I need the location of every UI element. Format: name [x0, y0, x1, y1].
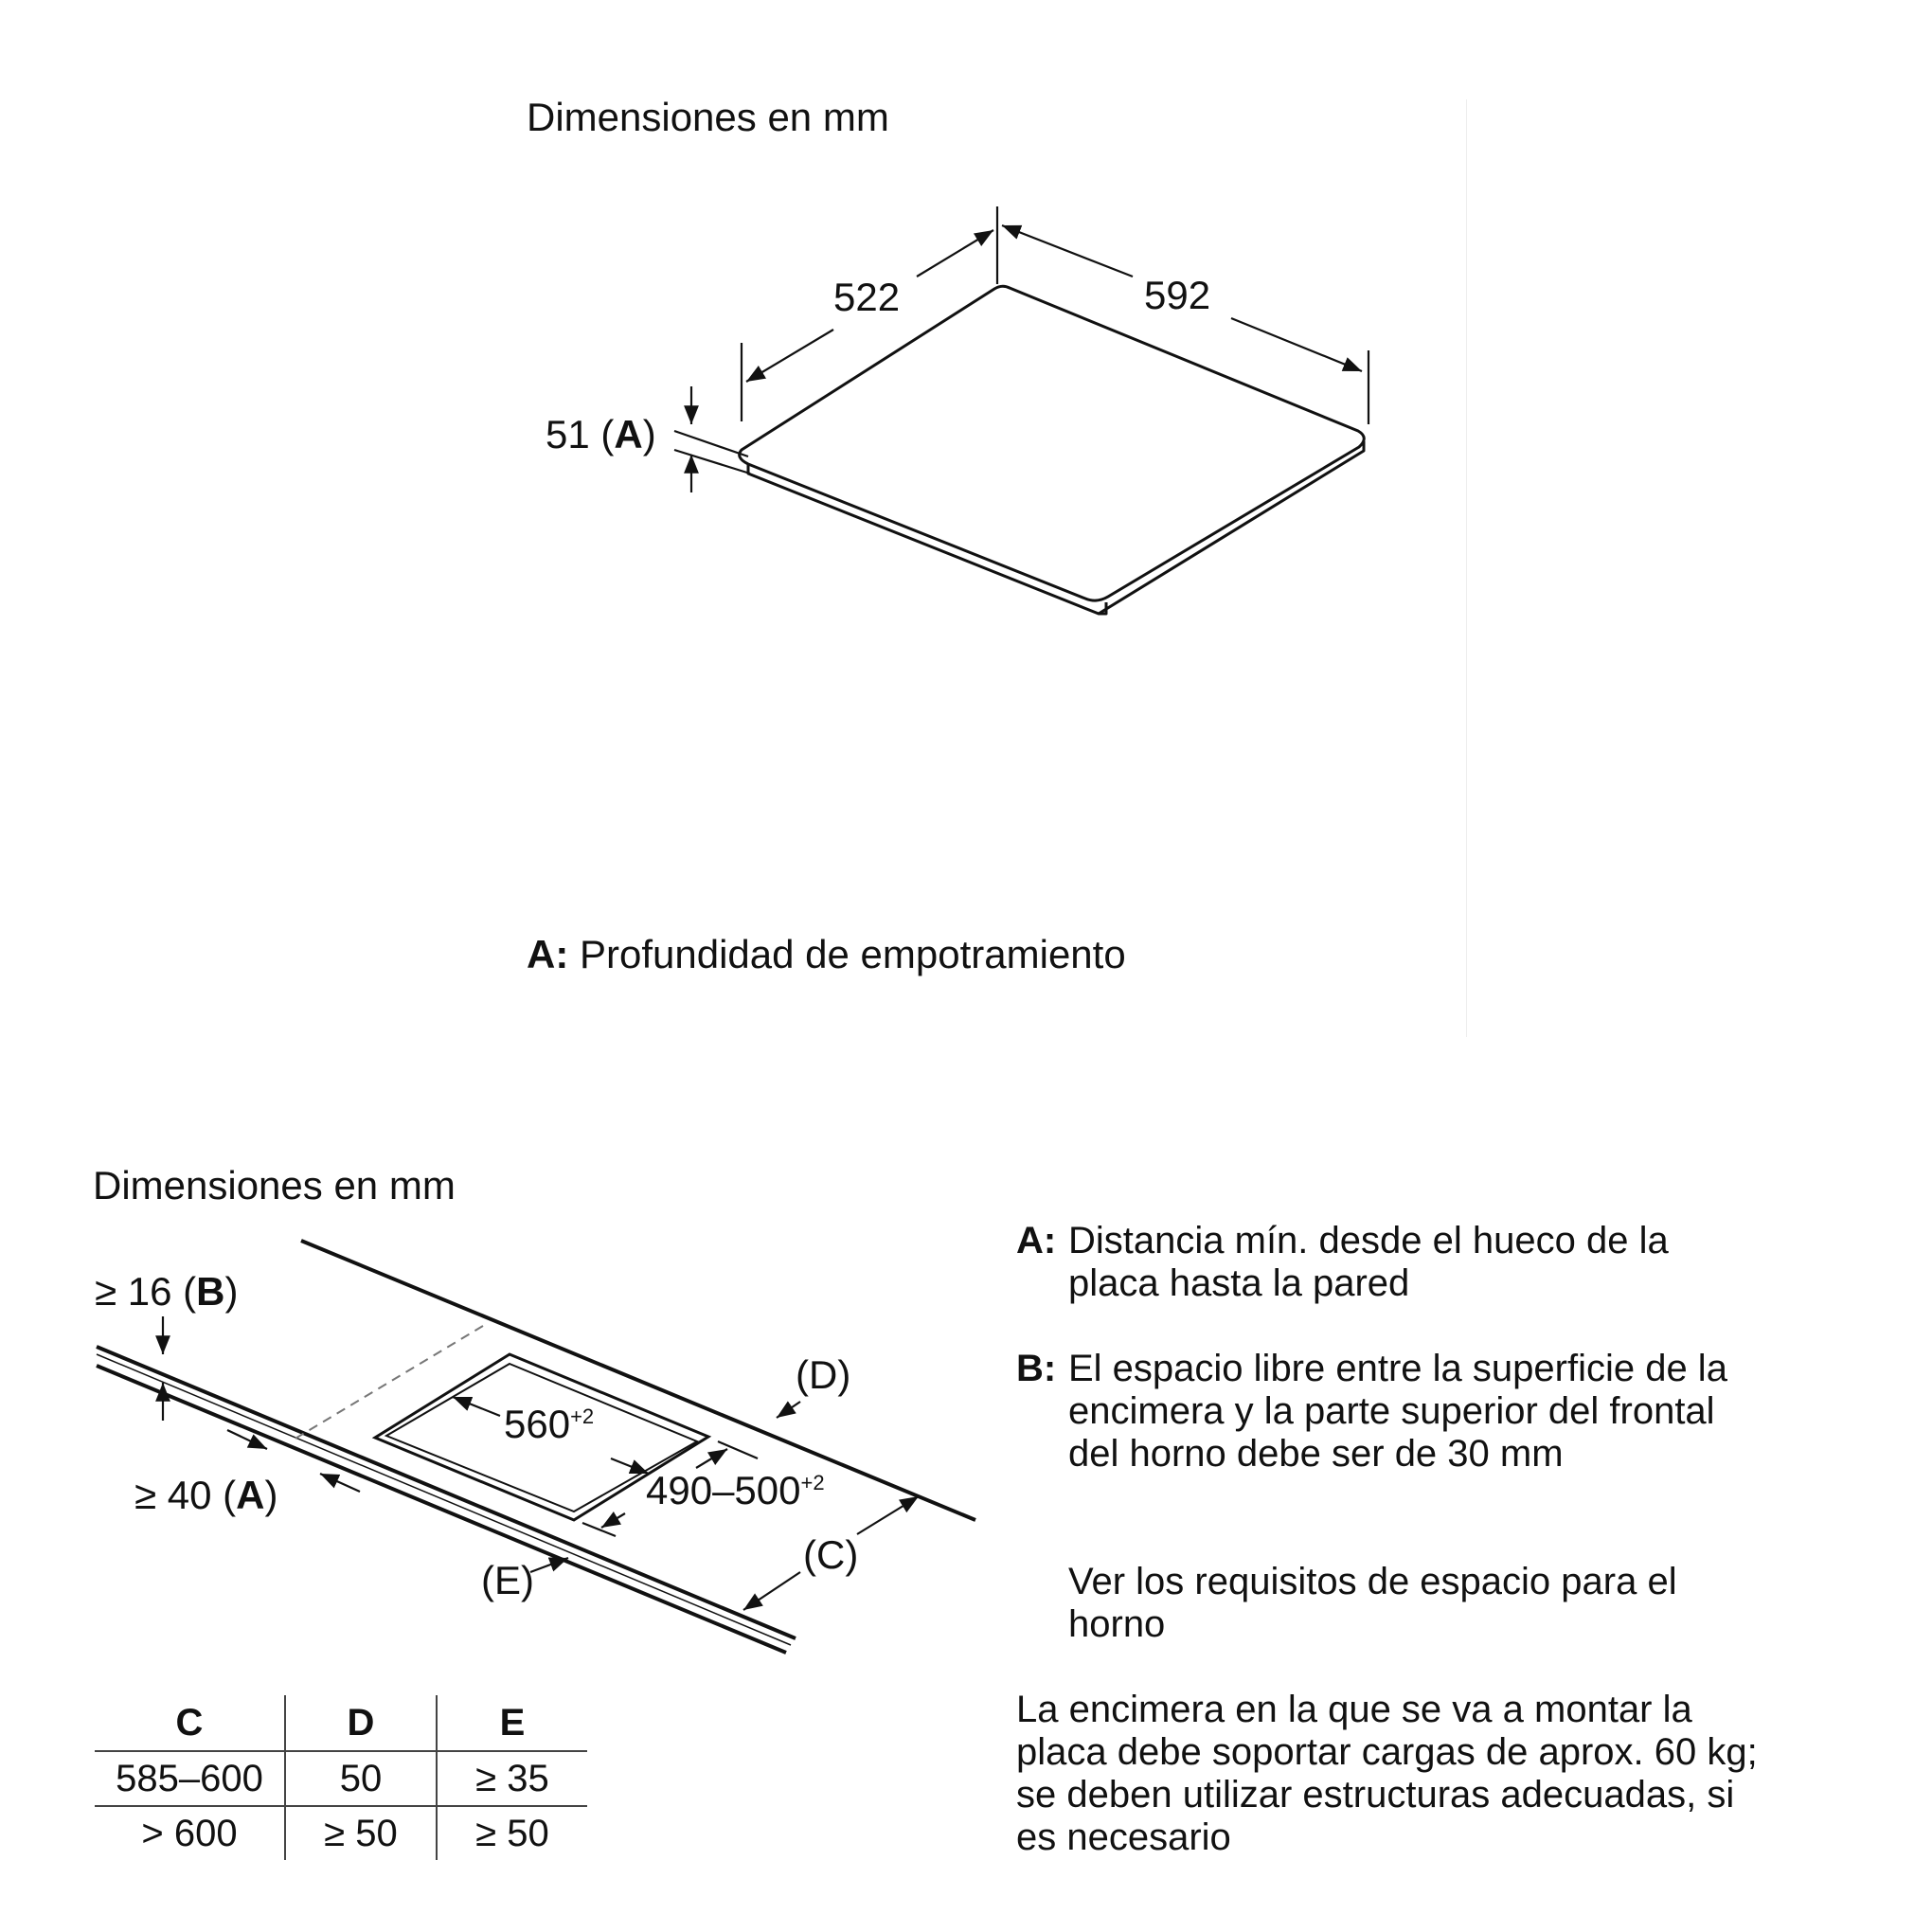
label-a: ≥ 40 (A) [134, 1473, 278, 1517]
note-oven: Ver los requisitos de espacio para el horno [1068, 1561, 1677, 1645]
table-header: D [285, 1695, 437, 1751]
dimension-d [777, 1402, 800, 1418]
clearance-table [95, 1695, 587, 1860]
label-d: (D) [796, 1352, 851, 1397]
top-legend: A: Profundidad de empotramiento [527, 932, 1126, 976]
dimension-e [530, 1558, 568, 1572]
table-cell: 585–600 [95, 1751, 285, 1806]
dimension-51 [674, 386, 750, 492]
table-header: E [437, 1695, 587, 1751]
table-cell: ≥ 50 [437, 1806, 587, 1860]
bottom-title: Dimensiones en mm [93, 1163, 456, 1208]
table-cell: ≥ 35 [437, 1751, 587, 1806]
table-cell: > 600 [95, 1806, 285, 1860]
top-title: Dimensiones en mm [527, 95, 889, 139]
table-header-row [95, 1695, 587, 1751]
table-row [95, 1751, 587, 1806]
dashed-wall-projection [294, 1326, 483, 1440]
note-a: A: Distancia mín. desde el hueco de la placa hasta la pared [1016, 1220, 1669, 1304]
table-cell: ≥ 50 [285, 1806, 437, 1860]
label-c: (C) [803, 1532, 859, 1577]
dimension-592 [1002, 225, 1368, 424]
label-490-500: $490-500^{+2}$ [646, 1468, 825, 1512]
cooktop-illustration [740, 286, 1365, 614]
label-e: (E) [481, 1558, 534, 1602]
label-592: 592 [1144, 273, 1211, 317]
note-b: B: El espacio libre entre la superficie de la encimera y la parte superior del frontal del horno debe ser de 30 mm [1016, 1348, 1727, 1475]
table-row [95, 1806, 587, 1860]
table-header: C [175, 1701, 204, 1744]
label-b: ≥ 16 (B) [95, 1269, 239, 1314]
label-560: $560^{+2}$ [504, 1402, 595, 1446]
label-522: 522 [833, 275, 901, 319]
label-51-a: 51 (A) [546, 412, 656, 456]
note-load: La encimera en la que se va a montar la placa debe soportar cargas de aprox. 60 kg; se deben utilizar estructuras adecuadas, si es necesario [1016, 1689, 1758, 1858]
table-cell: 50 [285, 1751, 437, 1806]
